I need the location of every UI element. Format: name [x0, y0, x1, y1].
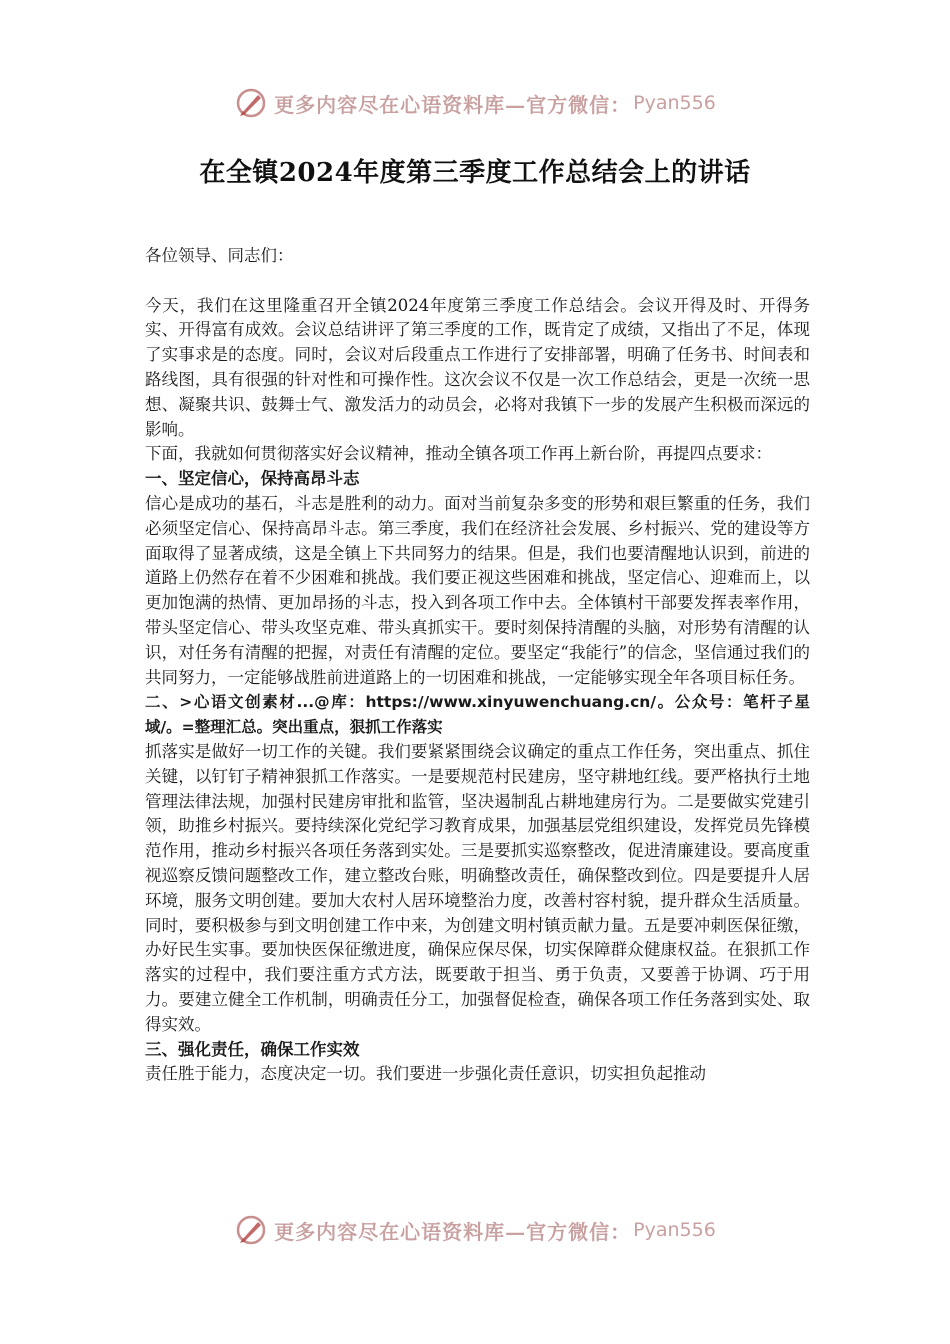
paragraph-requirements: 下面，我就如何贯彻落实好会议精神，推动全镇各项工作再上新台阶，再提四点要求： [145, 444, 772, 464]
section-heading-1: 一、坚定信心，保持高昂斗志 [145, 469, 360, 489]
section-heading-2: 二、>心语文创素材...@库：https://www.xinyuwenchuang.cn/。公众号：笔杆子星域/。=整理汇总。突出重点，狠抓工作落实 [145, 693, 810, 737]
brush-logo-icon [234, 86, 268, 120]
document-title: 在全镇2024年度第三季度工作总结会上的讲话 [199, 158, 751, 188]
watermark-text: 更多内容尽在心语资料库—官方微信： [274, 1219, 632, 1244]
document-body [145, 244, 810, 1087]
paragraph-intro: 今天，我们在这里隆重召开全镇2024年度第三季度工作总结会。会议开得及时、开得务实、开得富有成效。会议总结讲评了第三季度的工作，既肯定了成绩，又指出了不足，体现了实事求是的态度。同时，会议对后段重点工作进行了安排部署，明确了任务书、时间表和路线图，具有很强的针对性和可操作性。这次会议不仅是一次工作总结会，更是一次统一思想、凝聚共识、鼓舞士气、激发活力的动员会，必将对我镇下一步的发展产生积极而深远的影响。 [145, 295, 810, 439]
watermark-footer [0, 1210, 950, 1250]
section-heading-3: 三、强化责任，确保工作实效 [145, 1039, 360, 1059]
greeting: 各位领导、同志们： [145, 246, 294, 265]
watermark-wechat-id: Pyan556 [633, 92, 716, 114]
watermark-wechat-id: Pyan556 [633, 1219, 716, 1241]
section-body-1: 信心是成功的基石，斗志是胜利的动力。面对当前复杂多变的形势和艰巨繁重的任务，我们必须坚定信心、保持高昂斗志。第三季度，我们在经济社会发展、乡村振兴、党的建设等方面取得了显著成绩，这是全镇上下共同努力的结果。但是，我们也要清醒地认识到，前进的道路上仍然存在着不少困难和挑战。我们要正视这些困难和挑战，坚定信心、迎难而上，以更加饱满的热情、更加昂扬的斗志，投入到各项工作中去。全体镇村干部要发挥表率作用，带头坚定信心、带头攻坚克难、带头真抓实干。要时刻保持清醒的头脑，对形势有清醒的认识，对任务有清醒的把握，对责任有清醒的定位。要坚定“我能行”的信念，坚信通过我们的共同努力，一定能够战胜前进道路上的一切困难和挑战，一定能够实现全年各项目标任务。 [145, 493, 810, 687]
section-body-3: 责任胜于能力，态度决定一切。我们要进一步强化责任意识，切实担负起推动 [145, 1064, 706, 1084]
brush-logo-icon [234, 1213, 268, 1247]
watermark-text: 更多内容尽在心语资料库—官方微信： [274, 92, 632, 117]
section-body-2: 抓落实是做好一切工作的关键。我们要紧紧围绕会议确定的重点工作任务，突出重点、抓住关键，以钉钉子精神狠抓工作落实。一是要规范村民建房，坚守耕地红线。要严格执行土地管理法律法规，加强村民建房审批和监管，坚决遏制乱占耕地建房行为。二是要做实党建引领，助推乡村振兴。要持续深化党纪学习教育成果，加强基层党组织建设，发挥党员先锋模范作用，推动乡村振兴各项任务落到实处。三是要抓实巡察整改，促进清廉建设。要高度重视巡察反馈问题整改工作，建立整改台账，明确整改责任，确保整改到位。四是要提升人居环境，服务文明创建。要加大农村人居环境整治力度，改善村容村貌，提升群众生活质量。同时，要积极参与到文明创建工作中来，为创建文明村镇贡献力量。五是要冲刺医保征缴，办好民生实事。要加快医保征缴进度，确保应保尽保，切实保障群众健康权益。在狠抓工作落实的过程中，我们要注重方式方法，既要敢于担当、勇于负责，又要善于协调、巧于用力。要建立健全工作机制，明确责任分工，加强督促检查，确保各项工作任务落到实处、取得实效。 [145, 741, 810, 1034]
watermark-header [0, 83, 950, 123]
